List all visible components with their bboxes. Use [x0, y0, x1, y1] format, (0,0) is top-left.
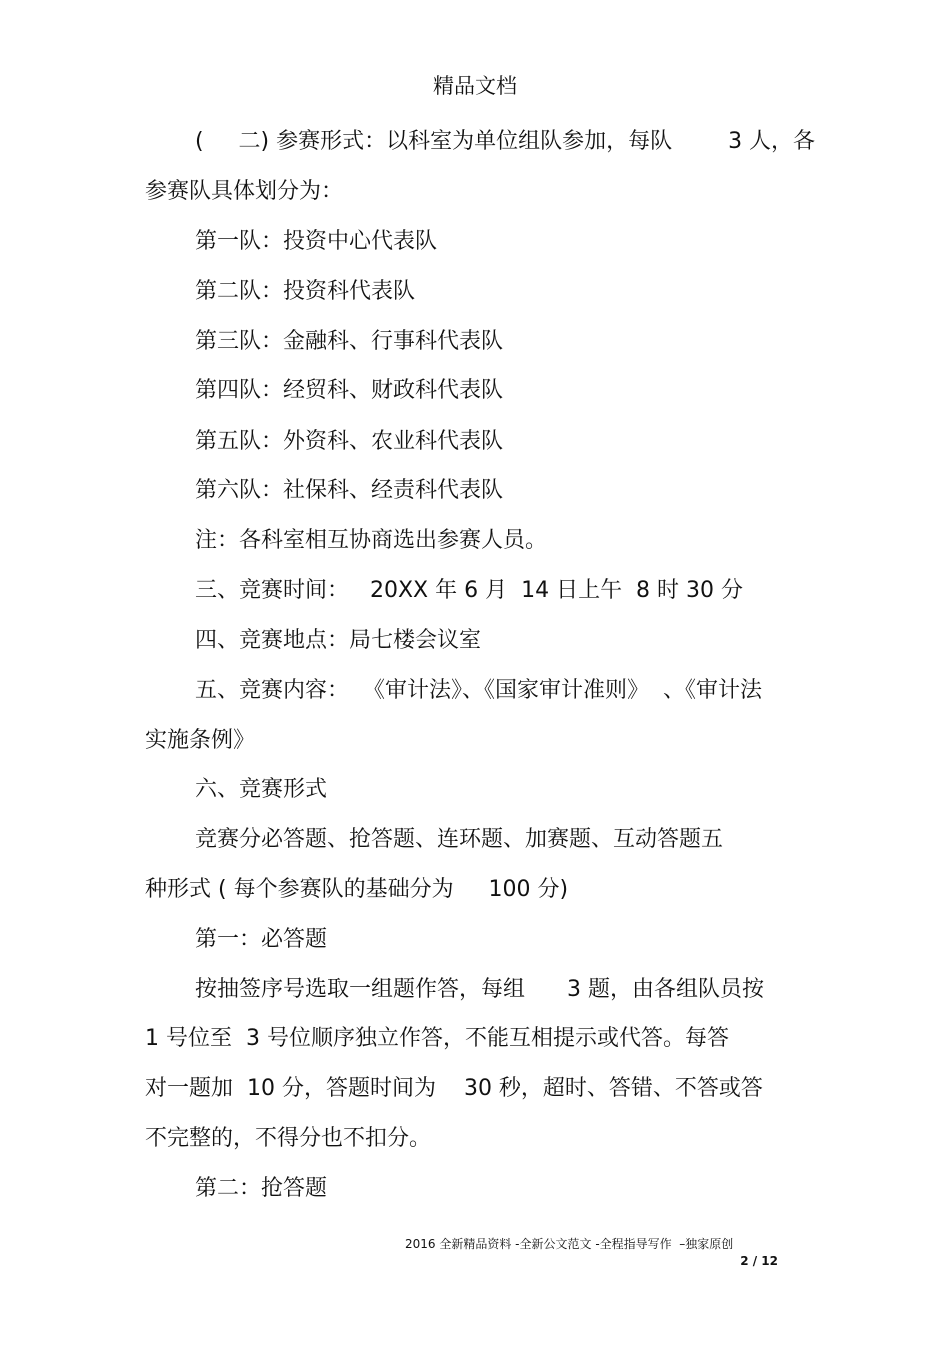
text-line: 按抽签序号选取一组题作答，每组 3 题，由各组队员按: [195, 977, 764, 1002]
text-line: 四、竞赛地点：局七楼会议室: [195, 628, 482, 653]
text-line: 三、竞赛时间： 20XX 年 6 月 14 日上午 8 时 30 分: [195, 578, 744, 603]
text-line: 第四队：经贸科、财政科代表队: [195, 378, 504, 403]
text-line: 对一题加 10 分，答题时间为 30 秒，超时、答错、不答或答: [145, 1076, 763, 1101]
text-line: 第五队：外资科、农业科代表队: [195, 429, 504, 454]
text-line: 参赛队具体划分为：: [145, 179, 344, 204]
text-line: 注：各科室相互协商选出参赛人员。: [195, 528, 548, 553]
page-number: 2 / 12: [740, 1254, 778, 1268]
text-line: 1 号位至 3 号位顺序独立作答，不能互相提示或代答。每答: [145, 1026, 729, 1051]
page-header-title: 精品文档: [433, 74, 517, 98]
text-line: 实施条例》: [145, 728, 256, 753]
text-line: 第一队：投资中心代表队: [195, 229, 438, 254]
text-line: 种形式 ( 每个参赛队的基础分为 100 分): [145, 877, 569, 902]
text-line: 竞赛分必答题、抢答题、连环题、加赛题、互动答题五: [195, 827, 724, 852]
text-line: 五、竞赛内容： 《审计法》、《国家审计准则》 、《审计法: [195, 678, 762, 703]
text-line: 第三队：金融科、行事科代表队: [195, 329, 504, 354]
text-line: 第二：抢答题: [195, 1176, 328, 1201]
text-line: 第二队：投资科代表队: [195, 279, 416, 304]
text-line: ( 二) 参赛形式：以科室为单位组队参加，每队 3 人，各: [195, 129, 816, 154]
text-line: 不完整的，不得分也不扣分。: [145, 1126, 432, 1151]
text-line: 六、竞赛形式: [195, 777, 328, 802]
footer-text: 2016 全新精品资料 -全新公文范文 -全程指导写作 –独家原创: [405, 1237, 734, 1251]
text-line: 第一：必答题: [195, 927, 328, 952]
text-line: 第六队：社保科、经责科代表队: [195, 478, 504, 503]
